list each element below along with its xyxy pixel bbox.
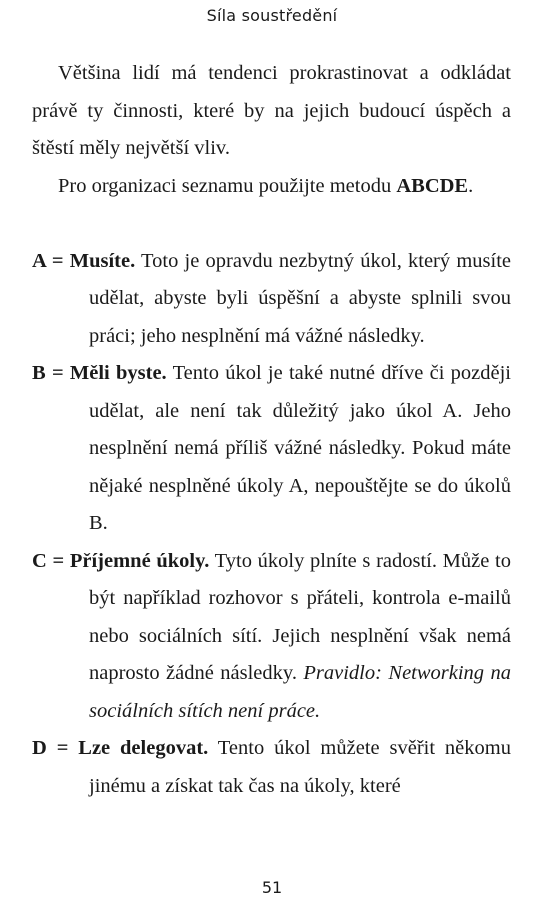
item-key: C = Příjemné úkoly. (32, 549, 210, 572)
item-text: Tyto úkoly plníte s radostí. Může to být například rozhovor s přáteli, kontrola e-mailů nebo sociálních sítí. Jejich nesplnění však nemá naprosto žádné následky. (89, 549, 511, 684)
list-item-d (32, 730, 511, 805)
item-rule: Pravidlo: Networking na sociálních sítích není práce. (89, 662, 512, 722)
list-item-b (32, 355, 511, 543)
item-key: A = Musíte. (32, 249, 136, 272)
method-paragraph (32, 168, 511, 206)
running-header: Síla soustředění (206, 6, 338, 25)
item-key: B = Měli byste. (32, 362, 167, 384)
page-number: 51 (261, 878, 283, 897)
section-spacer (32, 205, 511, 243)
method-name: ABCDE (396, 174, 469, 197)
intro-paragraph: Většina lidí má tendenci prokrastinovat a odkládat právě ty činnosti, které by na jejich budoucí úspěch a štěstí měly největší vliv. (32, 62, 511, 159)
item-text: Tento úkol můžete svěřit někomu jinému a získat tak čas na úkoly, které (89, 737, 511, 797)
page-body (32, 55, 511, 805)
list-item-c (32, 543, 511, 731)
list-item-a (32, 243, 511, 356)
item-key: D = Lze delegovat. (32, 737, 209, 759)
item-text: Tento úkol je také nutné dříve či později udělat, ale není tak důležitý jako úkol A. Jeho nesplnění nemá příliš vážné následky. Pokud máte nějaké nesplněné úkoly A, nepouštějte se do úkolů B. (89, 362, 511, 534)
method-period: . (468, 174, 474, 197)
method-text: Pro organizaci seznamu použijte metodu (58, 174, 397, 197)
item-text: Toto je opravdu nezbytný úkol, který musíte udělat, abyste byli úspěšní a abyste splnili svou práci; jeho nesplnění má vážné následky. (89, 249, 511, 347)
